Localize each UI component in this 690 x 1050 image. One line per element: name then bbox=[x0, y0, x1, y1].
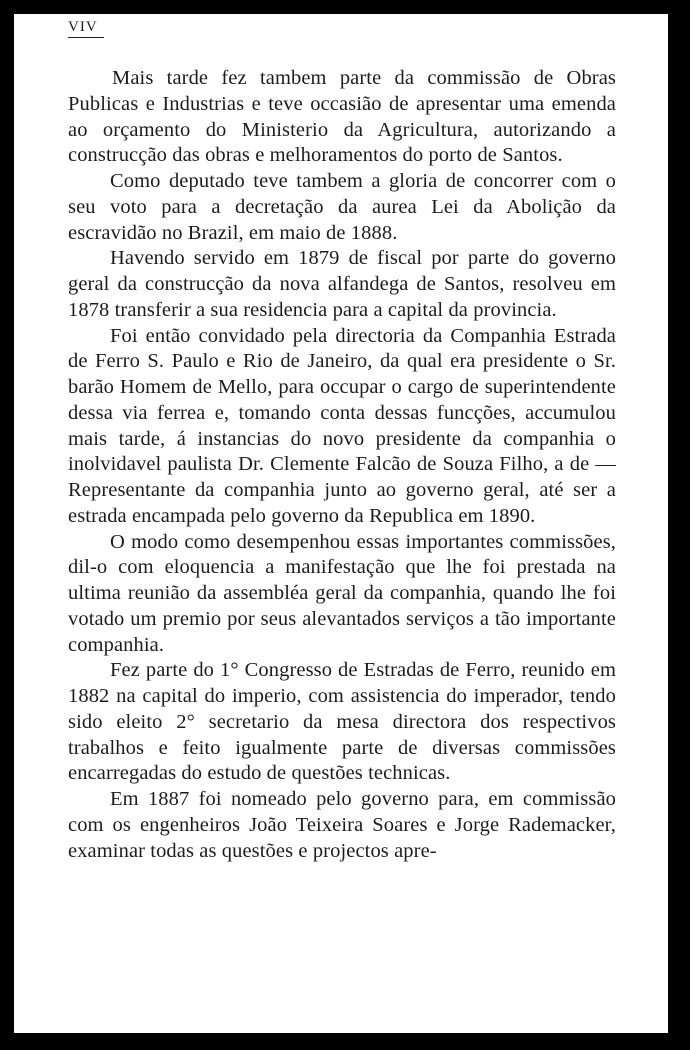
paragraph: Fez parte do 1° Congresso de Estradas de Ferro, reunido em 1882 na capital do imperio, com assistencia do imperador, tendo sido eleito 2° secretario da mesa directora dos respectivos trabalhos e feito igualmente parte de diversas commissões encarregadas do estudo de questões technicas. bbox=[68, 659, 616, 785]
paragraph: Em 1887 foi nomeado pelo governo para, em commissão com os engenheiros João Teixeira Soares e Jorge Rademacker, examinar todas as questões e projectos apre- bbox=[68, 788, 616, 862]
paragraph: Havendo servido em 1879 de fiscal por parte do governo geral da construcção da nova alfandega de Santos, resolveu em 1878 transferir a sua residencia para a capital da provincia. bbox=[68, 247, 616, 321]
page-number: VIV bbox=[68, 17, 104, 38]
paragraph: O modo como desempenhou essas importantes commissões, dil-o com eloquencia a manifestação que lhe foi prestada na ultima reunião da assembléa geral da companhia, quando lhe foi votado um premio por seus alevantados serviços a tão importante companhia. bbox=[68, 530, 616, 656]
paragraph: Foi então convidado pela directoria da Companhia Estrada de Ferro S. Paulo e Rio de Janeiro, da qual era presidente o Sr. barão Homem de Mello, para occupar o cargo de superintendente dessa via ferrea e, tomando conta dessas funcções, accumulou mais tarde, á instancias do novo presidente da companhia o inolvidavel paulista Dr. Clemente Falcão de Souza Filho, a de — Representante da companhia junto ao governo geral, até ser a estrada encampada pelo governo da Republica em 1890. bbox=[68, 324, 616, 527]
paragraph: Como deputado teve tambem a gloria de concorrer com o seu voto para a decretação da aurea Lei da Abolição da escravidão no Brazil, em maio de 1888. bbox=[68, 170, 616, 244]
page-header bbox=[68, 16, 128, 38]
page-body bbox=[68, 66, 616, 864]
book-page bbox=[14, 14, 668, 1033]
paragraph: Mais tarde fez tambem parte da commissão de Obras Publicas e Industrias e teve occasião de apresentar uma emenda ao orçamento do Ministerio da Agricultura, autorizando a construcção das obras e melhoramentos do porto de Santos. bbox=[68, 67, 616, 167]
